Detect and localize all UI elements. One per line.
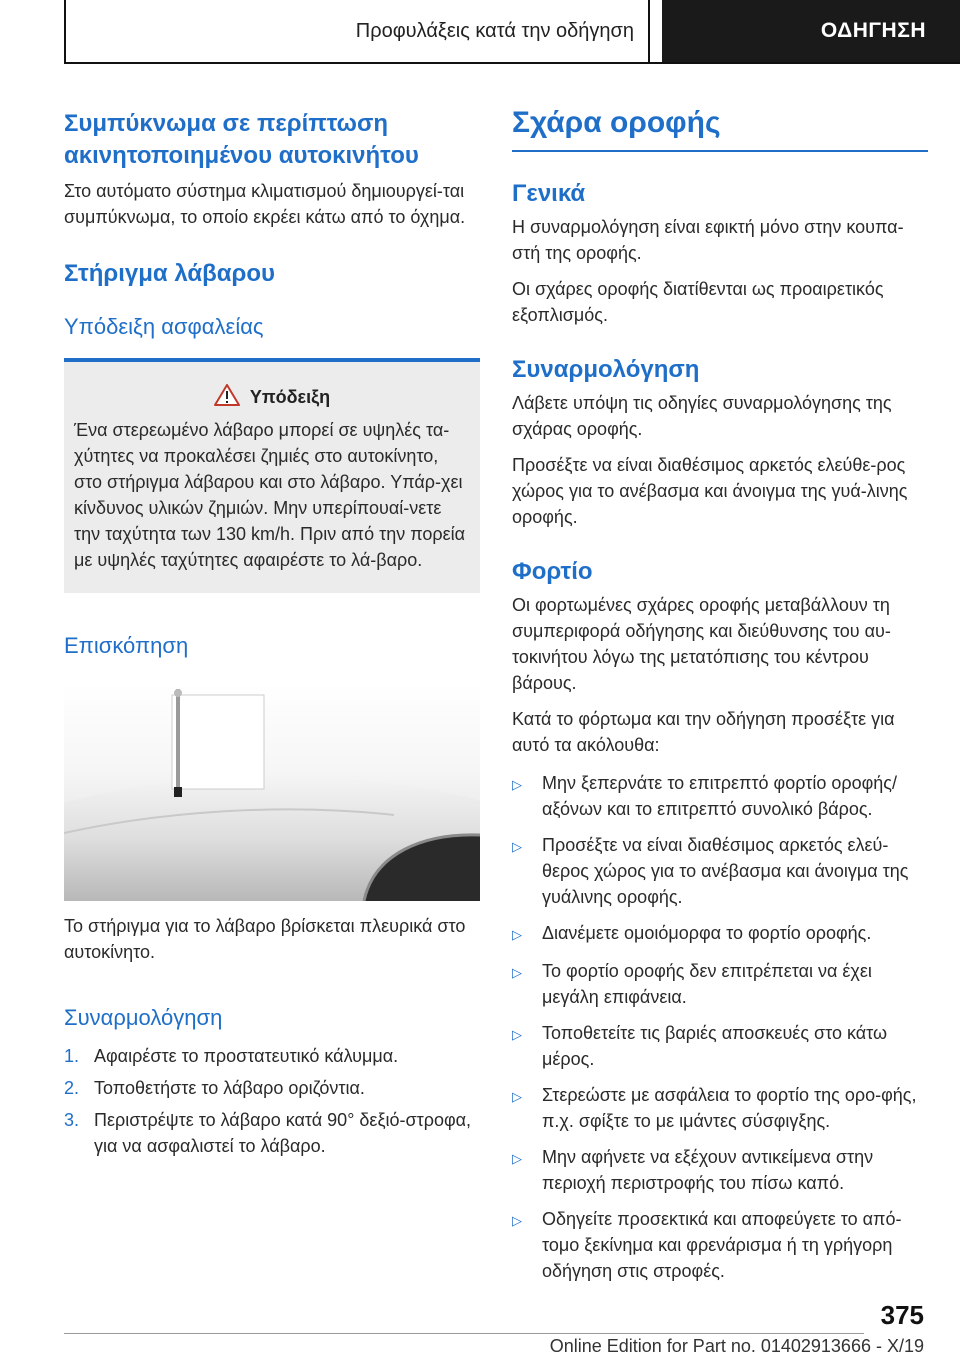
general-text-2: Οι σχάρες οροφής διατίθενται ως προαιρετικός εξοπλισμός. <box>512 279 884 325</box>
list-item: ▷ Προσέξτε να είναι διαθέσιμος αρκετός ελεύ-θερος χώρος για το ανέβασμα και άνοιγμα της γυάλινης οροφής. <box>512 832 928 910</box>
list-item: 1. Αφαιρέστε το προστατευτικό κάλυμμα. <box>64 1046 399 1066</box>
triangle-right-icon: ▷ <box>512 927 522 942</box>
safety-note-heading: Υπόδειξη ασφαλείας <box>64 314 264 339</box>
list-item: ▷ Μην αφήνετε να εξέχουν αντικείμενα στην περιοχή περιστροφής του πίσω καπό. <box>512 1144 928 1196</box>
triangle-right-icon: ▷ <box>512 1151 522 1166</box>
list-item: 3. Περιστρέψτε το λάβαρο κατά 90° δεξιό-στροφα, για να ασφαλιστεί το λάβαρο. <box>64 1110 472 1156</box>
general-text-1: Η συναρμολόγηση είναι εφικτή μόνο στην κουπα-στή της οροφής. <box>512 217 904 263</box>
assembly-text-2: Προσέξτε να είναι διαθέσιμος αρκετός ελεύθε-ρος χώρος για το ανέβασμα και άνοιγμα της γυά-λινης οροφής. <box>512 455 908 527</box>
assembly-heading: Συναρμολόγηση <box>64 1005 223 1030</box>
assembly-text-1: Λάβετε υπόψη τις οδηγίες συναρμολόγησης της σχάρας οροφής. <box>512 393 892 439</box>
overview-heading: Επισκόπηση <box>64 633 189 658</box>
triangle-right-icon: ▷ <box>512 965 522 980</box>
header-chapter-tab: ΟΔΗΓΗΣΗ <box>662 0 960 62</box>
footer-rule <box>64 1333 864 1334</box>
list-item: ▷ Το φορτίο οροφής δεν επιτρέπεται να έχει μεγάλη επιφάνεια. <box>512 958 928 1010</box>
warning-box <box>64 358 480 593</box>
assembly-heading-right: Συναρμολόγηση <box>512 356 700 383</box>
triangle-right-icon: ▷ <box>512 839 522 854</box>
condensation-heading: Συμπύκνωμα σε περίπτωση ακινητοποιημένου αυτοκινήτου <box>64 110 419 169</box>
triangle-right-icon: ▷ <box>512 1089 522 1104</box>
header-separator <box>648 0 650 64</box>
warning-title: Υπόδειξη <box>249 387 331 407</box>
condensation-text: Στο αυτόματο σύστημα κλιματισμού δημιουργεί-ται συμπύκνωμα, το οποίο εκρέει κάτω από το όχημα. <box>64 181 466 227</box>
load-text-1: Οι φορτωμένες σχάρες οροφής μεταβάλλουν τη συμπεριφορά οδήγησης και διεύθυνσης του αυ-τοκινήτου λόγω της μετατόπισης του κέντρου βάρους. <box>512 595 891 693</box>
car-fender-illustration <box>64 683 480 901</box>
load-text-2: Κατά το φόρτωμα και την οδήγηση προσέξτε για αυτό τα ακόλουθα: <box>512 709 895 755</box>
warning-text: Ένα στερεωμένο λάβαρο μπορεί σε υψηλές τα-χύτητες να προκαλέσει ζημιές στο αυτοκίνητο, στο στήριγμα λάβαρου και στο λάβαρο. Υπάρ-χει κίνδυνος υλικών ζημιών. Μην υπερίπουαί-νετε την ταχύτητα των 130 km/h. Πριν από την πορεία με υψηλές ταχύτητες αφαιρέστε το λά-βαρο. <box>74 420 466 570</box>
warning-triangle-icon <box>214 384 240 411</box>
header-bottom-rule <box>64 62 960 64</box>
photo-caption: Το στήριγμα για το λάβαρο βρίσκεται πλευρικά στο αυτοκίνητο. <box>64 916 466 962</box>
warning-title-row <box>74 384 470 411</box>
list-item: ▷ Μην ξεπερνάτε το επιτρεπτό φορτίο οροφής/ αξόνων και το επιτρεπτό συνολικό βάρος. <box>512 770 928 822</box>
list-item: 2. Τοποθετήστε το λάβαρο οριζόντια. <box>64 1078 365 1098</box>
left-column <box>64 100 480 1165</box>
right-column <box>512 100 928 1294</box>
list-item: ▷ Τοποθετείτε τις βαριές αποσκευές στο κάτω μέρος. <box>512 1020 928 1072</box>
flag-holder-photo <box>64 683 480 901</box>
load-heading: Φορτίο <box>512 558 593 585</box>
triangle-right-icon: ▷ <box>512 777 522 792</box>
assembly-steps <box>64 1043 480 1159</box>
triangle-right-icon: ▷ <box>512 1213 522 1228</box>
flag-holder-heading: Στήριγμα λάβαρου <box>64 260 276 287</box>
list-item: ▷ Στερεώστε με ασφάλεια το φορτίο της ορο-φής, π.χ. σφίξτε το με ιμάντες σύσφιγξης. <box>512 1082 928 1134</box>
page-number: 375 <box>880 1300 924 1330</box>
triangle-right-icon: ▷ <box>512 1027 522 1042</box>
roof-rack-title: Σχάρα οροφής <box>512 106 928 152</box>
general-heading: Γενικά <box>512 180 586 207</box>
header-section-title: Προφυλάξεις κατά την οδήγηση <box>355 19 634 42</box>
load-bullet-list <box>512 770 928 1284</box>
list-item: ▷ Διανέμετε ομοιόμορφα το φορτίο οροφής. <box>512 920 928 948</box>
list-item: ▷ Οδηγείτε προσεκτικά και αποφεύγετε το από-τομο ξεκίνημα και φρενάρισμα ή τη γρήγορη οδήγηση στις στροφές. <box>512 1206 928 1284</box>
footer-edition: Online Edition for Part no. 01402913666 - X/19 <box>549 1336 924 1356</box>
